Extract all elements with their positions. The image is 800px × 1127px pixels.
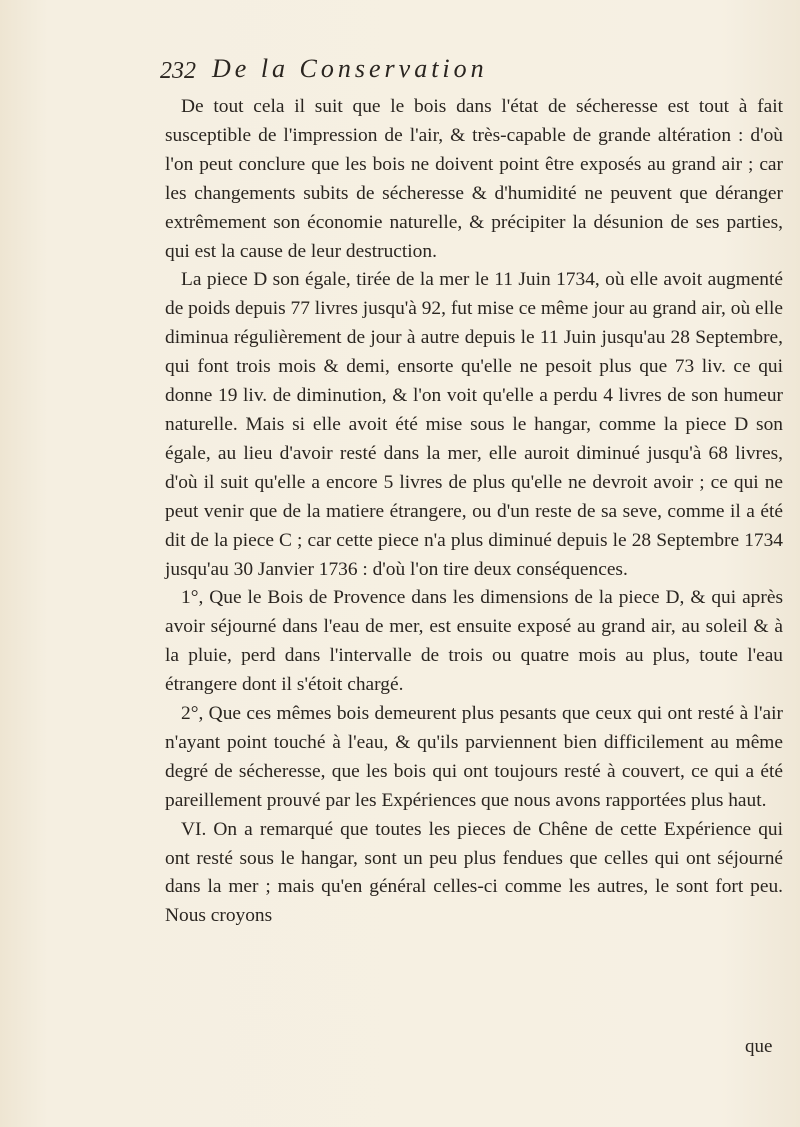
catchword: que bbox=[745, 1036, 773, 1057]
paragraph: VI. On a remarqué que toutes les pieces de Chêne de cette Expérience qui ont resté sous le hangar, sont un peu plus fendues que celles qui ont séjourné dans la mer ; mais qu'en général celles-ci comme les autres, le sont fort peu. Nous croyons bbox=[165, 818, 783, 927]
paragraph: 2°, Que ces mêmes bois demeurent plus pesants que ceux qui ont resté à l'air n'ayant point touché à l'eau, & qu'ils parviennent bien difficilement au même degré de sécheresse, que les bois qui ont toujours resté à couvert, ce qui a été pareillement prouvé par les Expériences que nous avons rapportées plus haut. bbox=[165, 703, 783, 811]
page-header bbox=[160, 48, 760, 88]
paragraph: 1°, Que le Bois de Provence dans les dimensions de la piece D, & qui après avoir séjourné dans l'eau de mer, est ensuite exposé au grand air, au soleil & à la pluie, perd dans l'intervalle de trois ou quatre mois au plus, toute l'eau étrangere dont il s'étoit chargé. bbox=[165, 587, 783, 696]
page-number: 232 bbox=[160, 58, 196, 84]
paragraph: La piece D son égale, tirée de la mer le 11 Juin 1734, où elle avoit augmenté de poids depuis 77 livres jusqu'à 92, fut mise ce même jour au grand air, où elle diminua régulièrement de jour à autre depuis le 11 Juin jusqu'au 28 Septembre, qui font trois mois & demi, ensorte qu'elle ne pesoit plus que 73 liv. ce qui donne 19 liv. de diminution, & l'on voit qu'elle a perdu 4 livres de son humeur naturelle. Mais si elle avoit été mise sous le hangar, comme la piece D son égale, au lieu d'avoir resté dans la mer, elle auroit diminué jusqu'à 68 livres, d'où il suit qu'elle a encore 5 livres de plus qu'elle ne devroit avoir ; ce qui ne peut venir que de la matiere étrangere, ou d'un reste de sa seve, comme il a été dit de la piece C ; car cette piece n'a plus diminué depuis le 28 Septembre 1734 jusqu'au 30 Janvier 1736 : d'où l'on tire deux conséquences. bbox=[165, 269, 783, 580]
paragraph: De tout cela il suit que le bois dans l'état de sécheresse est tout à fait susceptible de l'impression de l'air, & très-capable de grande altération : d'où l'on peut conclure que les bois ne doivent point être exposés au grand air ; car les changements subits de sécheresse & d'humidité ne peuvent que déranger extrêmement son économie naturelle, & précipiter la désunion de ses parties, qui est la cause de leur destruction. bbox=[165, 96, 783, 262]
body-text bbox=[165, 93, 783, 931]
running-title: De la Conservation bbox=[212, 54, 488, 83]
